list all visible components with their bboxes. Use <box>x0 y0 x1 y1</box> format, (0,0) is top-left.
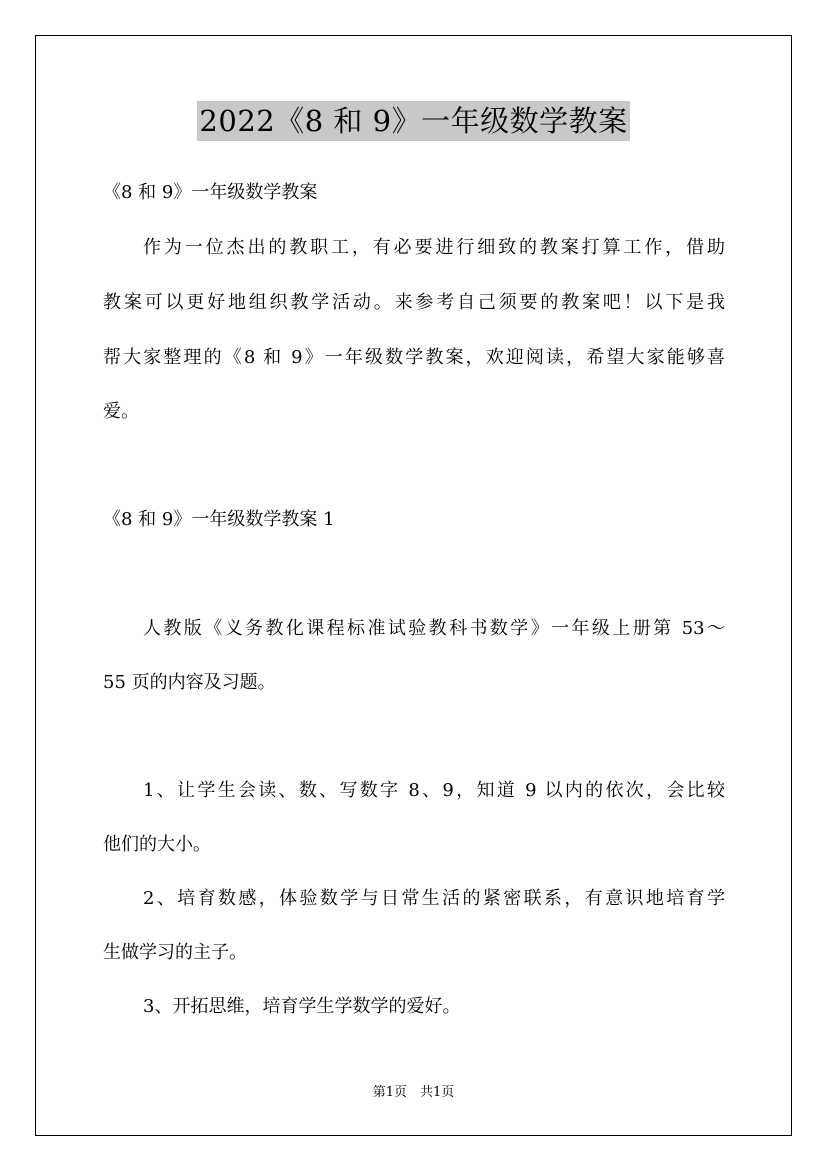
document-title: 2022《8 和 9》一年级数学教案 <box>197 101 629 141</box>
title-container <box>0 101 827 141</box>
intro-line-3: 帮大家整理的《8 和 9》一年级数学教案，欢迎阅读，希望大家能够喜 <box>103 347 725 368</box>
content-line-1: 人教版《义务教化课程标准试验教科书数学》一年级上册第 53～ <box>143 618 725 639</box>
intro-line-1: 作为一位杰出的教职工，有必要进行细致的教案打算工作，借助 <box>143 237 725 258</box>
subtitle: 《8 和 9》一年级数学教案 <box>103 182 318 203</box>
goal-1-line-1: 1、让学生会读、数、写数字 8、9，知道 9 以内的依次，会比较 <box>143 780 725 801</box>
goal-2-line-2: 生做学习的主子。 <box>103 942 247 963</box>
intro-line-2: 教案可以更好地组织教学活动。来参考自己须要的教案吧！以下是我 <box>103 292 725 313</box>
goal-2-line-1: 2、培育数感，体验数学与日常生活的紧密联系，有意识地培育学 <box>143 888 725 909</box>
page-footer: 第1页 共1页 <box>372 1085 455 1100</box>
goal-3-line-1: 3、开拓思维，培育学生学数学的爱好。 <box>143 996 461 1017</box>
goal-1-line-2: 他们的大小。 <box>103 834 211 855</box>
section-heading: 《8 和 9》一年级数学教案 1 <box>103 509 335 530</box>
intro-line-4: 爱。 <box>103 401 139 422</box>
content-line-2: 55 页的内容及习题。 <box>103 672 276 693</box>
